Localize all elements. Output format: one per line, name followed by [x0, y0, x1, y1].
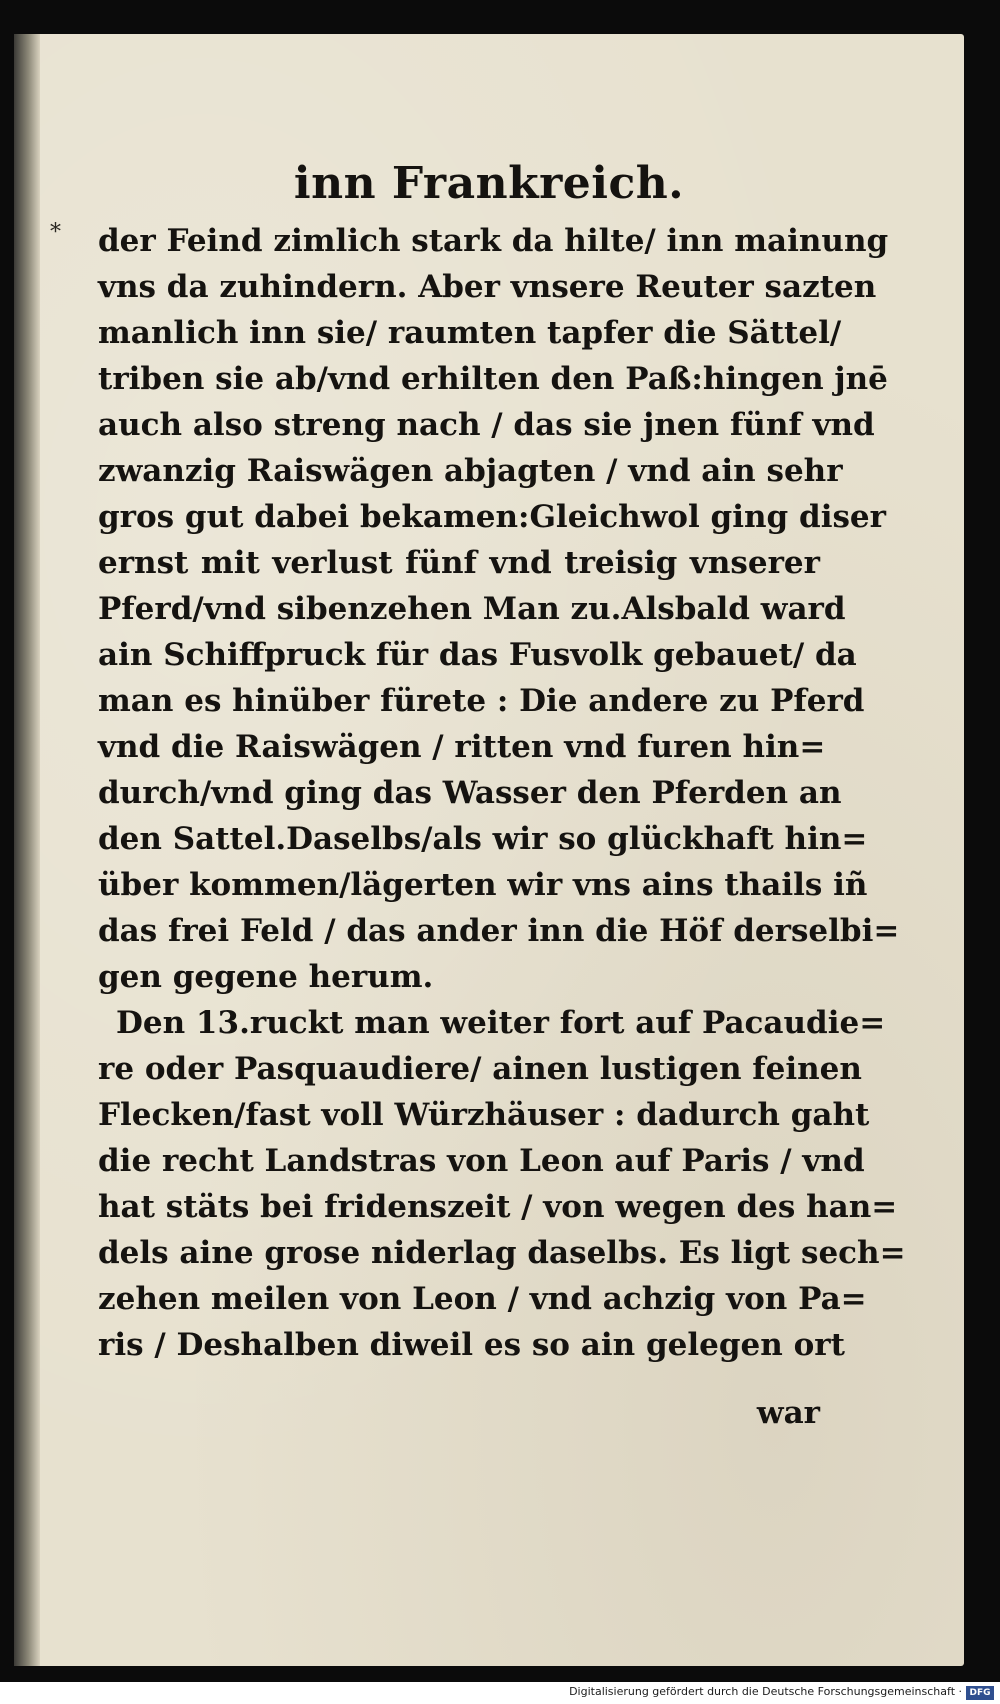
footer-bar — [0, 1682, 1000, 1704]
text-line: gros gut dabei bekamen:Gleichwol ging diser — [98, 499, 886, 535]
text-line: ain Schiffpruck für das Fusvolk gebauet/ da — [98, 637, 857, 673]
running-header: inn Frankreich. — [293, 158, 685, 209]
text-line: vnd die Raiswägen / ritten vnd furen hin= — [98, 729, 826, 765]
text-line: man es hinüber fürete : Die andere zu Pferd — [98, 683, 865, 719]
text-line: ernst mit verlust fünf vnd treisig vnserer — [98, 545, 820, 581]
text-line: Den 13.ruckt man weiter fort auf Pacaudie= — [116, 1005, 886, 1041]
text-line: den Sattel.Daselbs/als wir so glückhaft hin= — [98, 821, 868, 857]
text-line: zehen meilen von Leon / vnd achzig von Pa= — [98, 1281, 867, 1317]
text-line: zwanzig Raiswägen abjagten / vnd ain sehr — [98, 453, 843, 489]
dfg-logo: DFG — [966, 1686, 994, 1700]
text-line: dels aine grose niderlag daselbs. Es ligt sech= — [98, 1235, 906, 1271]
page-gutter — [14, 34, 40, 1666]
margin-mark: * — [50, 220, 61, 245]
text-line: der Feind zimlich stark da hilte/ inn mainung — [98, 223, 889, 259]
text-line: auch also streng nach / das sie jnen fünf vnd — [98, 407, 875, 443]
text-line: gen gegene herum. — [98, 959, 434, 995]
text-line: Flecken/fast voll Würzhäuser : dadurch gaht — [98, 1097, 870, 1133]
text-line: durch/vnd ging das Wasser den Pferden an — [98, 775, 842, 811]
text-line: über kommen/lägerten wir vns ains thails iñ — [98, 867, 868, 903]
text-line: Pferd/vnd sibenzehen Man zu.Alsbald ward — [98, 591, 846, 627]
text-line: re oder Pasquaudiere/ ainen lustigen feinen — [98, 1051, 862, 1087]
text-line: ris / Deshalben diweil es so ain gelegen ort — [98, 1327, 845, 1363]
book-page — [14, 34, 964, 1666]
text-line: triben sie ab/vnd erhilten den Paß:hingen jnē — [98, 361, 888, 397]
funding-credit: Digitalisierung gefördert durch die Deutsche Forschungsgemeinschaft · — [569, 1685, 962, 1698]
catchword: war — [756, 1395, 820, 1431]
text-line: die recht Landstras von Leon auf Paris / vnd — [98, 1143, 865, 1179]
text-line: manlich inn sie/ raumten tapfer die Sättel/ — [98, 315, 842, 351]
body-text — [98, 218, 906, 1368]
text-line: hat stäts bei fridenszeit / von wegen des han= — [98, 1189, 898, 1225]
text-line: das frei Feld / das ander inn die Höf derselbi= — [98, 913, 900, 949]
text-line: vns da zuhindern. Aber vnsere Reuter sazten — [98, 269, 877, 305]
